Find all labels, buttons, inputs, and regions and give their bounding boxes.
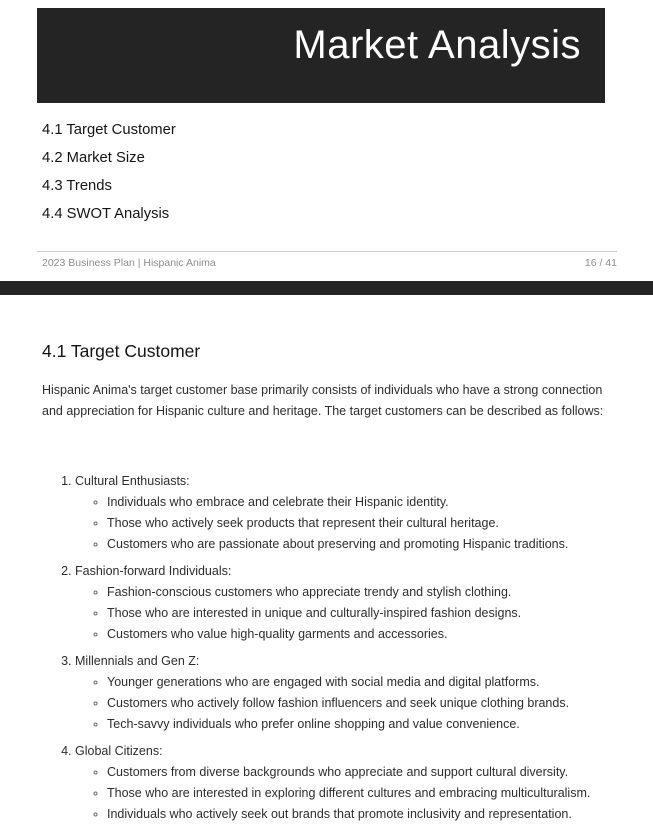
section-heading: 4.1 Target Customer	[42, 341, 201, 361]
group-bullets	[75, 672, 653, 735]
bullet-item: ◦ Individuals who embrace and celebrate their Hispanic identity.	[107, 492, 653, 513]
group-label: Millennials and Gen Z:	[75, 654, 200, 668]
toc-item-trends: 4.3 Trends	[42, 178, 112, 194]
bullet-item: ◦ Customers who actively follow fashion influencers and seek unique clothing brands.	[107, 693, 653, 714]
group-label: Cultural Enthusiasts:	[75, 474, 190, 488]
group-label: Global Citizens:	[75, 744, 163, 758]
bullet-item: ◦ Those who are interested in unique and culturally-inspired fashion designs.	[107, 603, 653, 624]
chapter-title: Market Analysis	[293, 23, 581, 67]
chapter-banner	[37, 8, 605, 103]
bullet-item: ◦ Those who actively seek products that represent their cultural heritage.	[107, 513, 653, 534]
toc-item-target-customer: 4.1 Target Customer	[42, 122, 176, 138]
page-break-bar	[0, 281, 653, 295]
page-footer	[42, 257, 617, 269]
customer-group-millennials-genz	[75, 651, 653, 735]
intro-paragraph: Hispanic Anima's target customer base primarily consists of individuals who have a strong connection and appreciation for Hispanic culture and heritage. The target customers can be described as follows:	[42, 383, 604, 418]
toc-item-market-size: 4.2 Market Size	[42, 150, 145, 166]
group-label: Fashion-forward Individuals:	[75, 564, 232, 578]
group-bullets	[75, 762, 653, 825]
customer-group-fashion-forward	[75, 561, 653, 645]
bullet-item: ◦ Customers who are passionate about preserving and promoting Hispanic traditions.	[107, 534, 653, 555]
bullet-item: ◦ Fashion-conscious customers who appreciate trendy and stylish clothing.	[107, 582, 653, 603]
footer-document-title: 2023 Business Plan | Hispanic Anima	[42, 257, 216, 269]
bullet-item: ◦ Those who are interested in exploring different cultures and embracing multiculturalism.	[107, 783, 653, 804]
customer-groups-list	[42, 471, 653, 831]
customer-group-cultural-enthusiasts	[75, 471, 653, 555]
group-bullets	[75, 492, 653, 555]
group-bullets	[75, 582, 653, 645]
footer-divider	[37, 251, 617, 252]
bullet-item: ◦ Customers who value high-quality garments and accessories.	[107, 624, 653, 645]
bullet-item: ◦ Customers from diverse backgrounds who appreciate and support cultural diversity.	[107, 762, 653, 783]
customer-group-global-citizens	[75, 741, 653, 825]
bullet-item: ◦ Tech-savvy individuals who prefer online shopping and value convenience.	[107, 714, 653, 735]
toc-item-swot-analysis: 4.4 SWOT Analysis	[42, 206, 170, 222]
bullet-item: ◦ Younger generations who are engaged with social media and digital platforms.	[107, 672, 653, 693]
footer-page-number: 16 / 41	[584, 257, 617, 269]
bullet-item: ◦ Individuals who actively seek out brands that promote inclusivity and representation.	[107, 804, 653, 825]
chapter-toc	[42, 116, 442, 228]
